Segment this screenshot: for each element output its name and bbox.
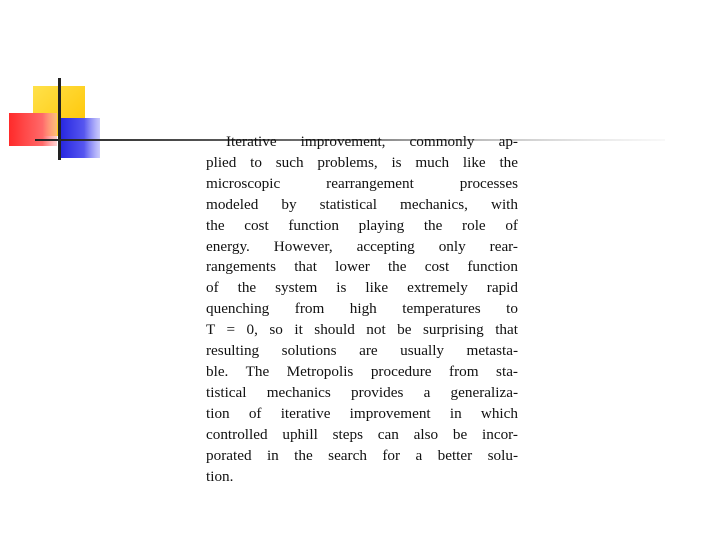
text-line: plied to such problems, is much like the	[206, 153, 518, 171]
vertical-rule	[58, 78, 61, 160]
text-line: Iterative improvement, commonly ap-	[226, 133, 518, 150]
text-line: T = 0, so it should not be surprising that	[206, 321, 518, 339]
text-line: ble. The Metropolis procedure from sta-	[206, 362, 518, 380]
text-line: modeled by statistical mechanics, with	[206, 195, 518, 213]
text-line: tion of iterative improvement in which	[206, 404, 518, 422]
text-line: tistical mechanics provides a generaliza-	[206, 383, 518, 401]
text-line: energy. However, accepting only rear-	[206, 237, 518, 255]
text-line: resulting solutions are usually metasta-	[206, 342, 518, 360]
blue-square	[60, 118, 100, 158]
red-square	[9, 113, 57, 146]
text-line: of the system is like extremely rapid	[206, 279, 518, 297]
text-line: tion.	[206, 467, 234, 485]
text-line: porated in the search for a better solu-	[206, 446, 518, 464]
text-line: rangements that lower the cost function	[206, 258, 518, 276]
text-line: quenching from high temperatures to	[206, 300, 518, 318]
text-line: microscopic rearrangement processes	[206, 174, 518, 192]
text-line: the cost function playing the role of	[206, 216, 518, 234]
text-line: controlled uphill steps can also be incor-	[206, 425, 518, 443]
body-paragraph	[206, 132, 518, 487]
